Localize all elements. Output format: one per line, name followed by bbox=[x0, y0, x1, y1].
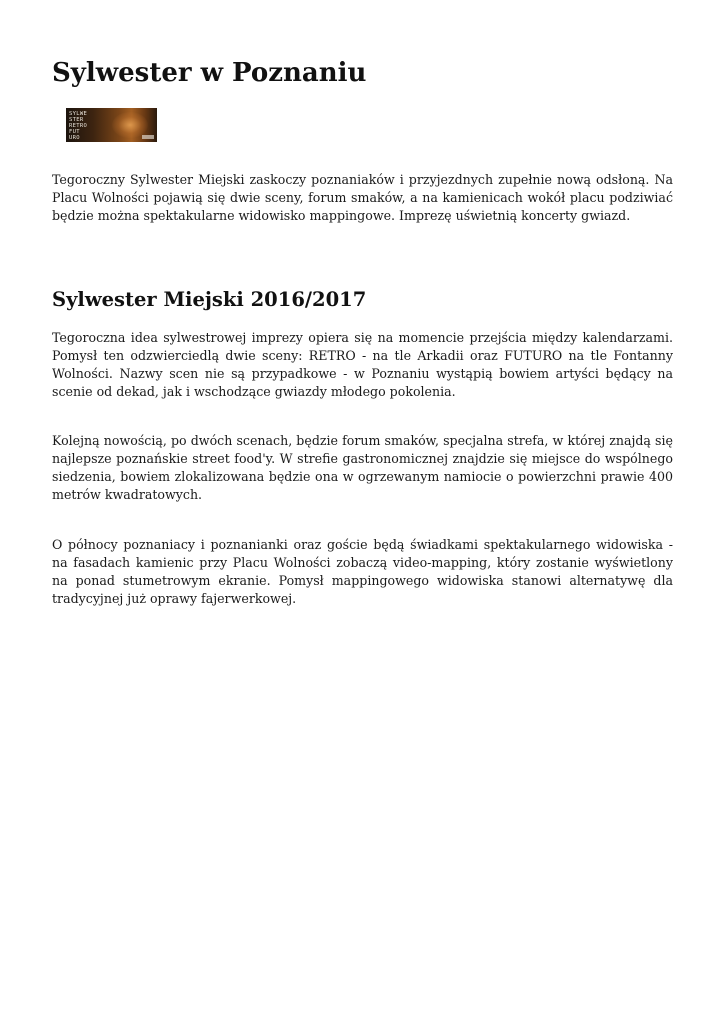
thumbnail-mark bbox=[142, 135, 154, 139]
thumbnail-logo-text: SYLWE STER RETRO FUT URO bbox=[69, 111, 88, 141]
page-title: Sylwester w Poznaniu bbox=[52, 58, 367, 88]
body-paragraph-1: Tegoroczna idea sylwestrowej imprezy opiera się na momencie przejścia między kalendarzami. Pomysł ten odzwierciedlą dwie sceny: RETRO - na tle Arkadii oraz FUTURO na tle Fontanny Wolności. Nazwy scen nie są przypadkowe - w Poznaniu wystąpią bowiem artyści będący na scenie od dekad, jak i wschodzące gwiazdy młodego pokolenia. bbox=[52, 330, 673, 399]
body-paragraph-2: Kolejną nowością, po dwóch scenach, będzie forum smaków, specjalna strefa, w której znajdą się najlepsze poznańskie street food'y. W strefie gastronomicznej znajdzie się miejsce do wspólnego siedzenia, bowiem zlokalizowana będzie ona w ogrzewanym namiocie o powierzchni prawie 400 metrów kwadratowych. bbox=[52, 433, 673, 502]
article-thumbnail-image bbox=[66, 108, 157, 142]
lead-paragraph: Tegoroczny Sylwester Miejski zaskoczy poznaniaków i przyjezdnych zupełnie nową odsłoną. Na Placu Wolności pojawią się dwie sceny, forum smaków, a na kamienicach wokół placu podziwiać będzie można spektakularne widowisko mappingowe. Imprezę uświetnią koncerty gwiazd. bbox=[52, 172, 673, 223]
section-heading: Sylwester Miejski 2016/2017 bbox=[52, 288, 367, 311]
body-paragraph-3: O północy poznaniacy i poznanianki oraz goście będą świadkami spektakularnego widowiska - na fasadach kamienic przy Placu Wolności zobaczą video-mapping, który zostanie wyświetlony na ponad stumetrowym ekranie. Pomysł mappingowego widowiska stanowi alternatywę dla tradycyjnej już oprawy fajerwerkowej. bbox=[52, 537, 673, 606]
